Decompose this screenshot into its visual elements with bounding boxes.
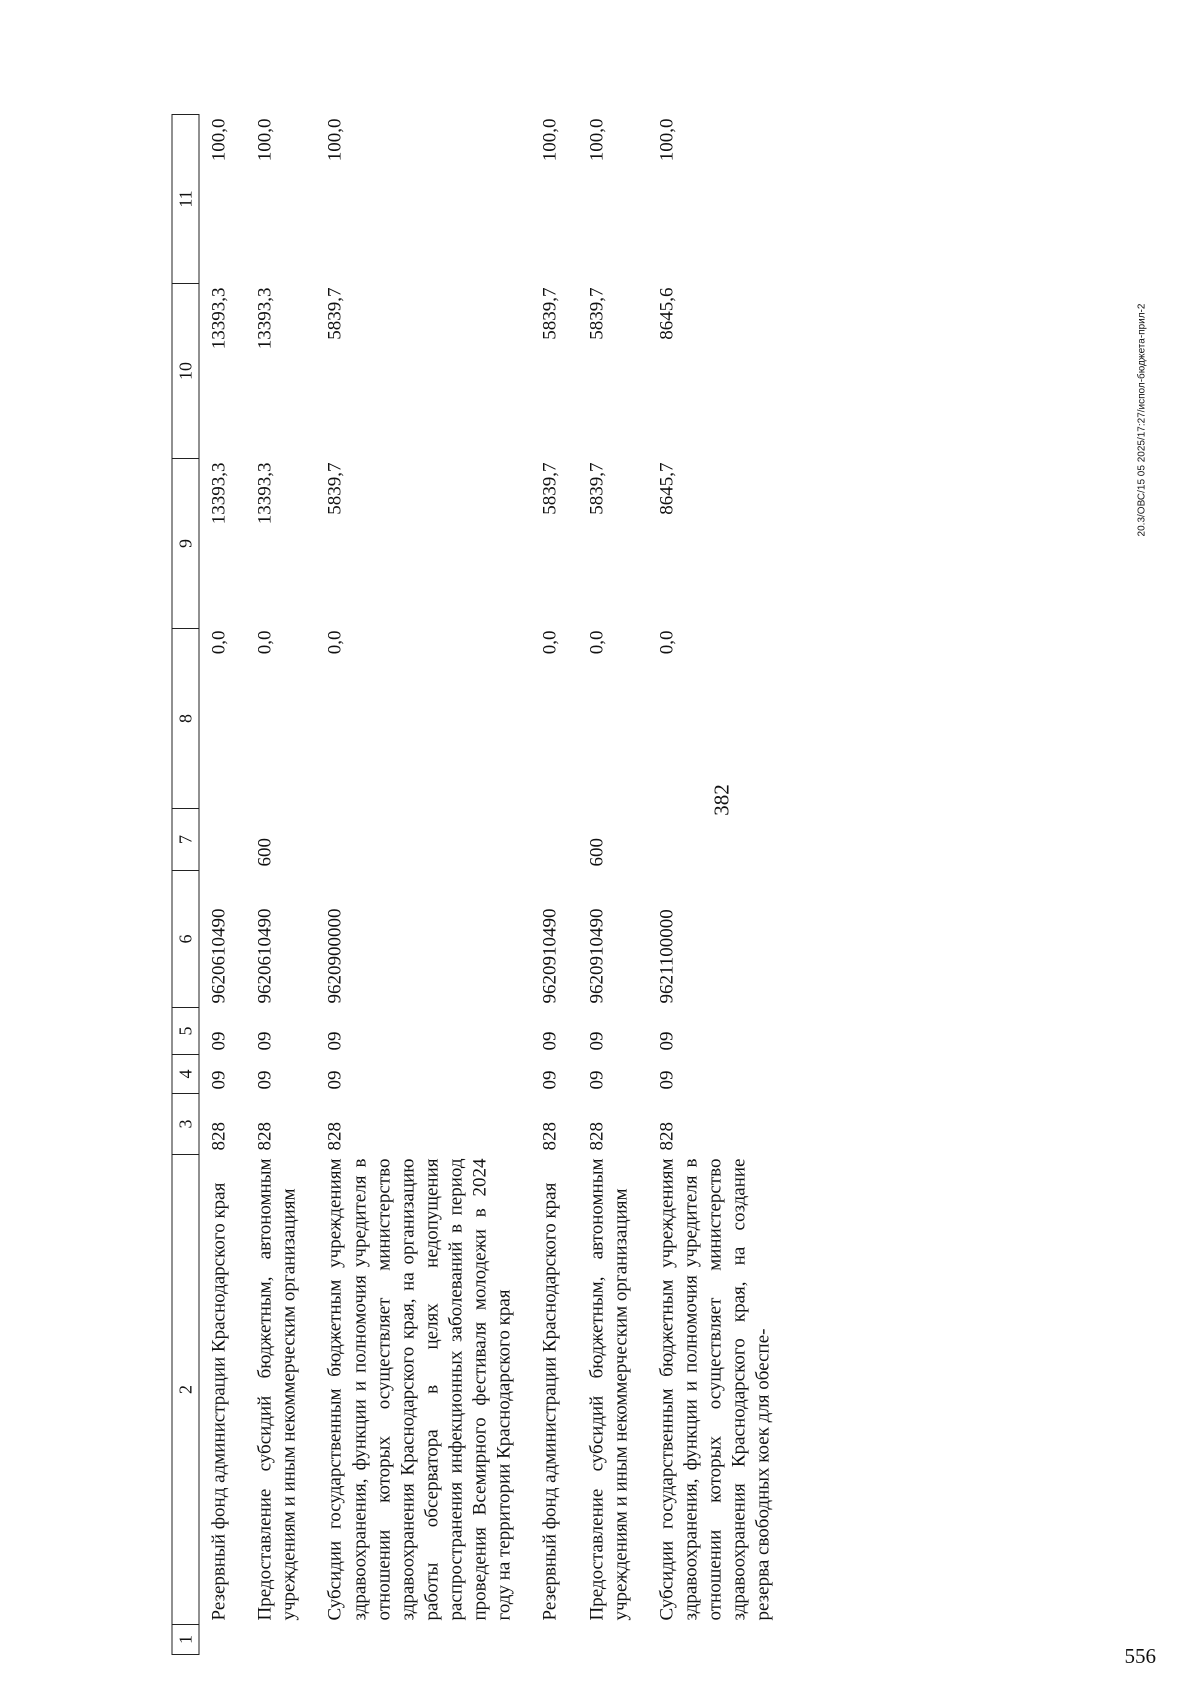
row-value-10: 5839,7	[324, 287, 346, 340]
row-expense-type	[199, 809, 246, 871]
row-expense-type: 600	[586, 838, 607, 867]
table-row	[316, 115, 531, 1655]
header-col-7: 7	[172, 809, 199, 871]
page-number: 382	[709, 784, 734, 816]
row-subsection: 09	[324, 1031, 346, 1051]
row-value-8: 0,0	[586, 630, 607, 655]
row-target-article: 9621100000	[656, 909, 678, 1004]
row-value-8: 0,0	[324, 630, 346, 655]
header-row	[172, 115, 199, 1655]
row-subsection: 09	[586, 1031, 607, 1051]
row-value-10: 5839,7	[586, 287, 607, 340]
header-col-11: 11	[172, 115, 199, 284]
row-value-8: 0,0	[656, 630, 678, 655]
row-description: Предоставление субсидий бюджетным, автономным учреждениям и иным некоммерческим организациям	[254, 1158, 300, 1621]
row-value-8: 0,0	[254, 630, 276, 655]
row-value-11: 100,0	[656, 118, 678, 162]
row-num	[577, 1625, 647, 1655]
header-col-3: 3	[172, 1094, 199, 1155]
row-description: Предоставление субсидий бюджетным, автономным учреждениям и иным некоммерческим организациям	[586, 1158, 632, 1621]
row-expense-type: 600	[254, 838, 276, 867]
row-ministry-code: 828	[539, 1122, 561, 1151]
table-body	[199, 115, 790, 1655]
table-row	[531, 115, 577, 1655]
row-value-9: 5839,7	[586, 462, 607, 515]
row-expense-type	[647, 809, 790, 871]
row-section: 09	[208, 1070, 230, 1090]
table-row	[199, 115, 246, 1655]
row-ministry-code: 828	[586, 1122, 607, 1151]
row-num	[246, 1625, 316, 1655]
row-ministry-code: 828	[656, 1122, 678, 1151]
row-target-article: 9620610490	[254, 908, 276, 1004]
row-value-11: 100,0	[539, 118, 561, 162]
header-col-4: 4	[172, 1055, 199, 1094]
row-num	[199, 1625, 246, 1655]
table-row	[647, 115, 790, 1655]
row-subsection: 09	[208, 1031, 230, 1051]
row-section: 09	[656, 1070, 678, 1090]
row-target-article: 9620910490	[539, 908, 561, 1004]
footer-code: 20.3/ОВС/15 05 2025/17:27/испол-бюджета-прил-2	[1136, 303, 1148, 537]
table-header	[172, 115, 199, 1655]
row-description: Субсидии государственным бюджетным учреждениям здравоохранения, функции и полномочия учредителя в отношении которых осуществляет министерство здравоохранения Краснодарского края, на организацию работы обсерватора в целях недопущения распространения инфекционных заболеваний в период проведения Всемирного фестиваля молодежи в 2024 году на территории Краснодарского края	[324, 1158, 515, 1621]
row-description: Субсидии государственным бюджетным учреждениям здравоохранения, функции и полномочия учредителя в отношении которых осуществляет министерство здравоохранения Краснодарского края, на создание резерва свободных коек для обеспе-	[656, 1158, 774, 1621]
row-value-9: 8645,7	[656, 462, 678, 515]
row-ministry-code: 828	[208, 1122, 230, 1151]
row-value-9: 5839,7	[539, 462, 561, 515]
row-value-9: 5839,7	[324, 462, 346, 515]
row-target-article: 9620610490	[208, 908, 230, 1004]
row-ministry-code: 828	[324, 1122, 346, 1151]
row-value-10: 13393,3	[254, 287, 276, 350]
header-col-10: 10	[172, 284, 199, 459]
row-value-10: 8645,6	[656, 287, 678, 340]
row-section: 09	[324, 1070, 346, 1090]
row-subsection: 09	[539, 1031, 561, 1051]
sheet-number: 556	[1124, 1644, 1156, 1668]
row-value-10: 13393,3	[208, 287, 230, 350]
header-col-9: 9	[172, 459, 199, 629]
row-value-11: 100,0	[324, 118, 346, 162]
header-col-5: 5	[172, 1008, 199, 1055]
row-num	[647, 1625, 790, 1655]
header-col-2: 2	[172, 1155, 199, 1625]
rotated-table-container	[172, 115, 937, 1655]
row-value-8: 0,0	[539, 630, 561, 655]
budget-table	[172, 114, 790, 1655]
row-target-article: 9620910490	[586, 908, 607, 1004]
table-row	[577, 115, 647, 1655]
row-value-9: 13393,3	[254, 462, 276, 525]
row-target-article: 9620900000	[324, 908, 346, 1004]
header-col-6: 6	[172, 871, 199, 1008]
row-num	[531, 1625, 577, 1655]
row-expense-type	[531, 809, 577, 871]
row-value-8: 0,0	[208, 630, 230, 655]
row-value-11: 100,0	[586, 118, 607, 162]
row-section: 09	[254, 1070, 276, 1090]
row-value-10: 5839,7	[539, 287, 561, 340]
row-subsection: 09	[254, 1031, 276, 1051]
row-section: 09	[539, 1070, 561, 1090]
table-row	[246, 115, 316, 1655]
header-col-8: 8	[172, 629, 199, 809]
row-section: 09	[586, 1070, 607, 1090]
row-expense-type	[316, 809, 531, 871]
row-description: Резервный фонд администрации Краснодарского края	[539, 1182, 561, 1621]
row-subsection: 09	[656, 1031, 678, 1051]
row-value-11: 100,0	[208, 118, 230, 162]
row-ministry-code: 828	[254, 1122, 276, 1151]
row-description: Резервный фонд администрации Краснодарского края	[208, 1182, 230, 1621]
row-value-11: 100,0	[254, 118, 276, 162]
header-col-1: 1	[172, 1625, 199, 1655]
row-num	[316, 1625, 531, 1655]
row-value-9: 13393,3	[208, 462, 230, 525]
